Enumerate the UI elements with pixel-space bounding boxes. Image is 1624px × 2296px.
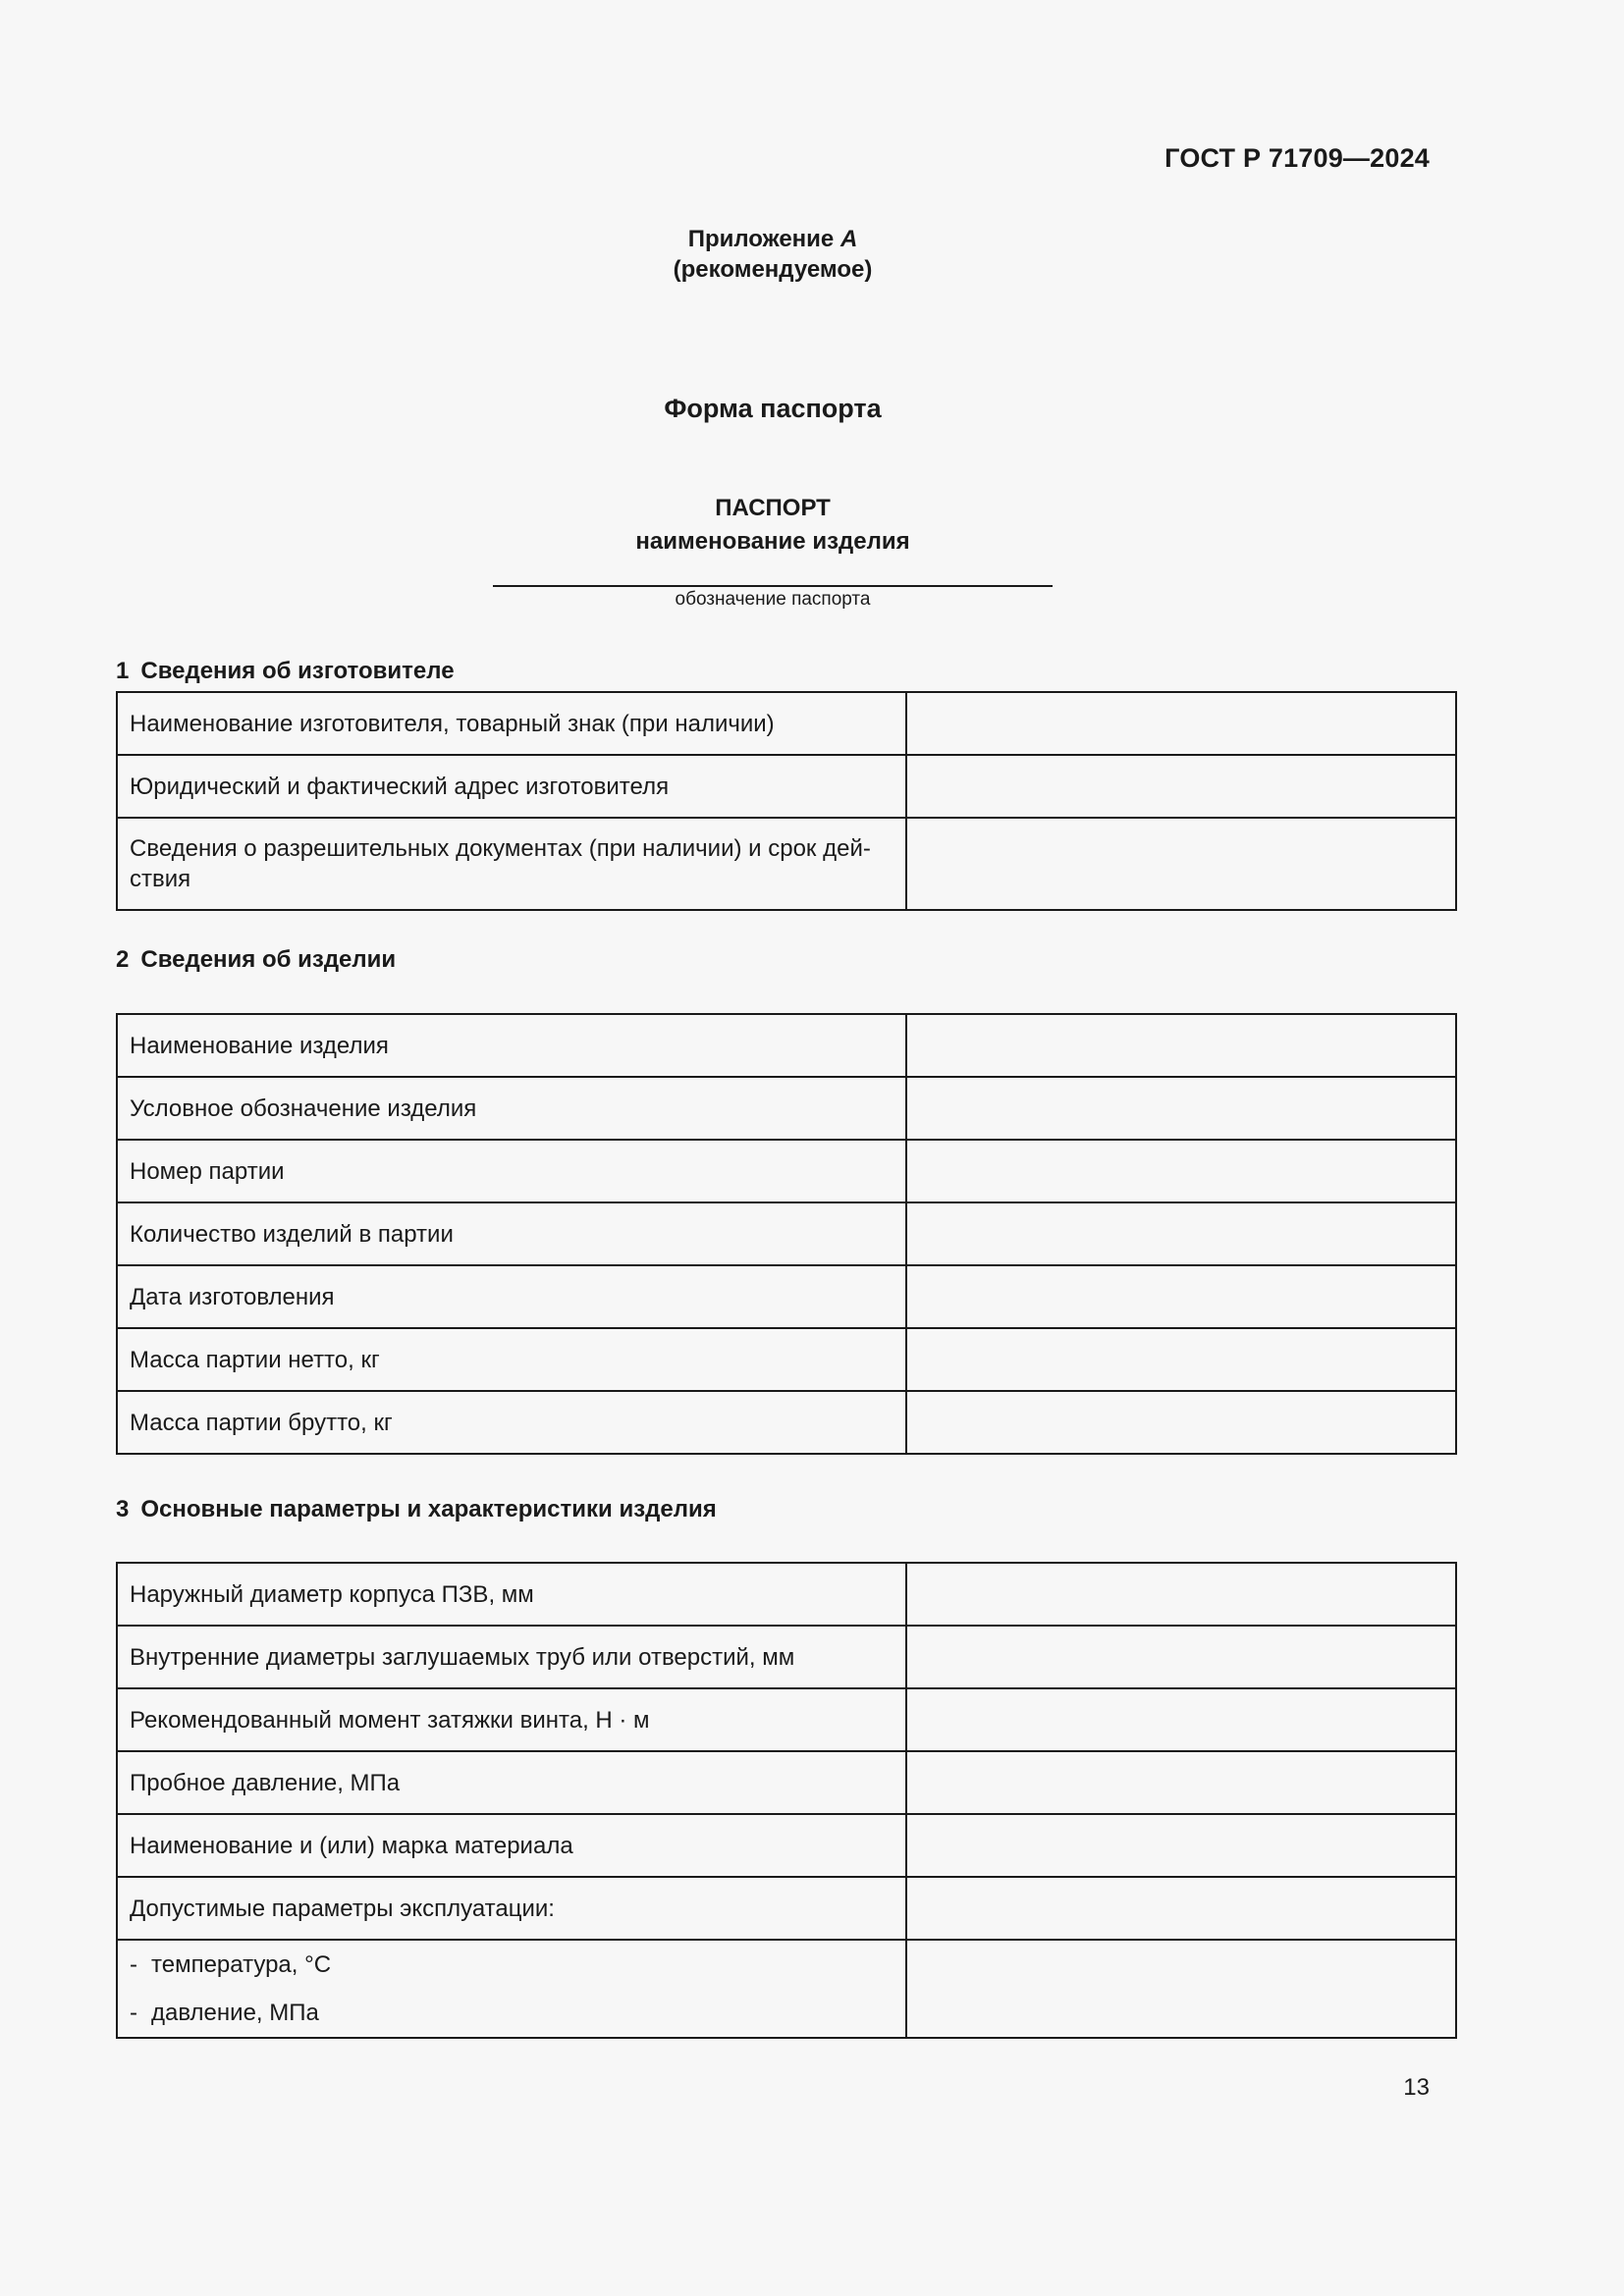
table-row	[117, 1751, 1456, 1814]
row-label: Допустимые параметры эксплуатации:	[117, 1877, 906, 1940]
table-row	[117, 1140, 1456, 1202]
section-title-parameters	[116, 1496, 717, 1523]
appendix-heading	[0, 224, 1545, 285]
row-value-field[interactable]	[906, 1328, 1456, 1391]
row-label: Количество изделий в партии	[117, 1202, 906, 1265]
table-row	[117, 1814, 1456, 1877]
row-label: Рекомендованный момент затяжки винта, Н · м	[117, 1688, 906, 1751]
table-row	[117, 1877, 1456, 1940]
table-row	[117, 1202, 1456, 1265]
row-label: Юридический и фактический адрес изготовителя	[117, 755, 906, 818]
row-value-field[interactable]	[906, 1140, 1456, 1202]
product-table	[116, 1013, 1457, 1455]
row-label: Номер партии	[117, 1140, 906, 1202]
appendix-title-prefix: Приложение	[687, 226, 835, 252]
row-label: Сведения о разрешительных документах (при наличии) и срок дей-ствия	[117, 818, 906, 910]
row-value-field[interactable]	[906, 1751, 1456, 1814]
table-row	[117, 1563, 1456, 1626]
list-dash: -	[130, 1951, 137, 1978]
operating-params-list	[117, 1940, 906, 2038]
row-label: Наименование изготовителя, товарный знак (при наличии)	[117, 692, 906, 755]
form-title: Форма паспорта	[664, 394, 882, 423]
row-label: Масса партии брутто, кг	[117, 1391, 906, 1454]
table-row	[117, 692, 1456, 755]
row-label: Условное обозначение изделия	[117, 1077, 906, 1140]
list-item	[130, 1941, 893, 1989]
row-value-field[interactable]	[906, 1626, 1456, 1688]
row-label: Пробное давление, МПа	[117, 1751, 906, 1814]
section-title-product	[116, 946, 396, 974]
table-row	[117, 1940, 1456, 2038]
passport-subtitle: наименование изделия	[635, 528, 910, 555]
manufacturer-table	[116, 691, 1457, 911]
section-title-text: Сведения об изготовителе	[140, 658, 455, 684]
passport-heading	[0, 492, 1545, 559]
page-number: 13	[1403, 2074, 1430, 2101]
row-value-field[interactable]	[906, 818, 1456, 910]
table-row	[117, 1391, 1456, 1454]
section-number: 2	[116, 946, 130, 973]
table-row	[117, 818, 1456, 910]
row-label: Внутренние диаметры заглушаемых труб или отверстий, мм	[117, 1626, 906, 1688]
row-value-field[interactable]	[906, 1202, 1456, 1265]
row-value-field[interactable]	[906, 1563, 1456, 1626]
row-value-field[interactable]	[906, 755, 1456, 818]
row-label: Масса партии нетто, кг	[117, 1328, 906, 1391]
row-label: Дата изготовления	[117, 1265, 906, 1328]
list-item	[130, 1989, 893, 2037]
row-label: Наружный диаметр корпуса ПЗВ, мм	[117, 1563, 906, 1626]
row-value-field[interactable]	[906, 1688, 1456, 1751]
row-value-field[interactable]	[906, 1814, 1456, 1877]
appendix-letter: А	[839, 226, 858, 252]
row-value-field[interactable]	[906, 1077, 1456, 1140]
passport-title: ПАСПОРТ	[715, 495, 831, 521]
row-value-field[interactable]	[906, 1265, 1456, 1328]
table-row	[117, 1328, 1456, 1391]
parameters-table	[116, 1562, 1457, 2039]
sub-item-label: температура, °С	[151, 1951, 332, 1978]
table-row	[117, 1626, 1456, 1688]
row-value-field[interactable]	[906, 692, 1456, 755]
row-value-field[interactable]	[906, 1391, 1456, 1454]
appendix-status: (рекомендуемое)	[673, 256, 873, 283]
section-number: 3	[116, 1496, 130, 1522]
list-dash: -	[130, 2000, 137, 2026]
table-row	[117, 1014, 1456, 1077]
sub-item-label: давление, МПа	[151, 2000, 319, 2026]
standard-code: ГОСТ Р 71709—2024	[1164, 143, 1430, 173]
section-title-manufacturer	[116, 658, 455, 685]
row-label: Наименование и (или) марка материала	[117, 1814, 906, 1877]
row-value-field[interactable]	[906, 1877, 1456, 1940]
section-number: 1	[116, 658, 130, 684]
section-title-text: Сведения об изделии	[140, 946, 397, 973]
designation-underline	[493, 585, 1053, 587]
table-row	[117, 755, 1456, 818]
table-row	[117, 1265, 1456, 1328]
section-title-text: Основные параметры и характеристики изделия	[140, 1496, 717, 1522]
designation-caption: обозначение паспорта	[675, 589, 871, 610]
table-row	[117, 1077, 1456, 1140]
row-label: Наименование изделия	[117, 1014, 906, 1077]
row-value-field[interactable]	[906, 1014, 1456, 1077]
table-row	[117, 1688, 1456, 1751]
row-value-field[interactable]	[906, 1940, 1456, 2038]
